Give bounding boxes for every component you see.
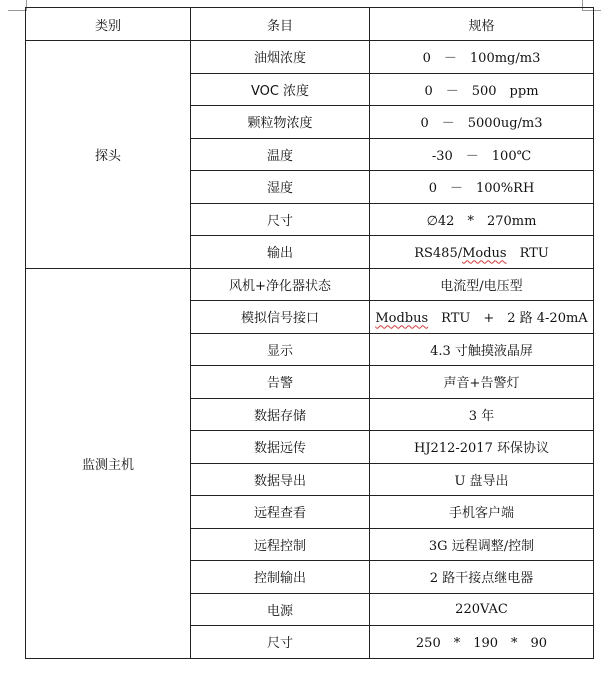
- spec-cell: HJ212-2017 环保协议: [370, 431, 594, 464]
- item-cell: 显示: [191, 333, 370, 366]
- table-row: [26, 41, 594, 74]
- spec-cell: 4.3 寸触摸液晶屏: [370, 333, 594, 366]
- item-cell: 告警: [191, 366, 370, 399]
- item-cell: 风机+净化器状态: [191, 268, 370, 301]
- item-cell: 远程查看: [191, 496, 370, 529]
- header-category: 类别: [26, 8, 191, 41]
- spec-text: RS485/: [414, 246, 463, 262]
- item-cell: 电源: [191, 593, 370, 626]
- spec-cell: 手机客户端: [370, 496, 594, 529]
- item-cell: 油烟浓度: [191, 41, 370, 74]
- item-cell: 温度: [191, 138, 370, 171]
- item-cell: VOC 浓度: [191, 73, 370, 106]
- spec-cell: 3 年: [370, 398, 594, 431]
- spec-text: RTU: [506, 246, 549, 262]
- spec-table: [25, 7, 594, 659]
- spec-cell: 250 * 190 * 90: [370, 626, 594, 659]
- item-cell: 控制输出: [191, 561, 370, 594]
- spec-cell: 220VAC: [370, 593, 594, 626]
- spec-cell: 0 － 500 ppm: [370, 73, 594, 106]
- spec-cell: 电流型/电压型: [370, 268, 594, 301]
- header-item: 条目: [191, 8, 370, 41]
- item-cell: 输出: [191, 236, 370, 269]
- spec-cell: 0 － 100mg/m3: [370, 41, 594, 74]
- item-cell: 数据远传: [191, 431, 370, 464]
- header-row: [26, 8, 594, 41]
- spec-cell: 0 － 100%RH: [370, 171, 594, 204]
- item-cell: 数据存储: [191, 398, 370, 431]
- spec-cell: 声音+告警灯: [370, 366, 594, 399]
- spec-cell: U 盘导出: [370, 463, 594, 496]
- spec-cell: 2 路干接点继电器: [370, 561, 594, 594]
- spec-cell: [370, 301, 594, 334]
- item-cell: 模拟信号接口: [191, 301, 370, 334]
- item-cell: 尺寸: [191, 626, 370, 659]
- item-cell: 远程控制: [191, 528, 370, 561]
- spec-cell: 3G 远程调整/控制: [370, 528, 594, 561]
- category-host: 监测主机: [26, 268, 191, 658]
- spec-text: RTU + 2 路 4-20mA: [428, 311, 588, 327]
- item-cell: 颗粒物浓度: [191, 106, 370, 139]
- header-spec: 规格: [370, 8, 594, 41]
- spec-cell: -30 － 100℃: [370, 138, 594, 171]
- item-cell: 湿度: [191, 171, 370, 204]
- table-row: [26, 268, 594, 301]
- spec-cell: [370, 236, 594, 269]
- item-cell: 数据导出: [191, 463, 370, 496]
- spec-cell: ∅42 * 270mm: [370, 203, 594, 236]
- spellcheck-word: Modbus: [375, 311, 429, 327]
- item-cell: 尺寸: [191, 203, 370, 236]
- spellcheck-word: Modus: [462, 246, 507, 262]
- category-probe: 探头: [26, 41, 191, 269]
- spec-cell: 0 － 5000ug/m3: [370, 106, 594, 139]
